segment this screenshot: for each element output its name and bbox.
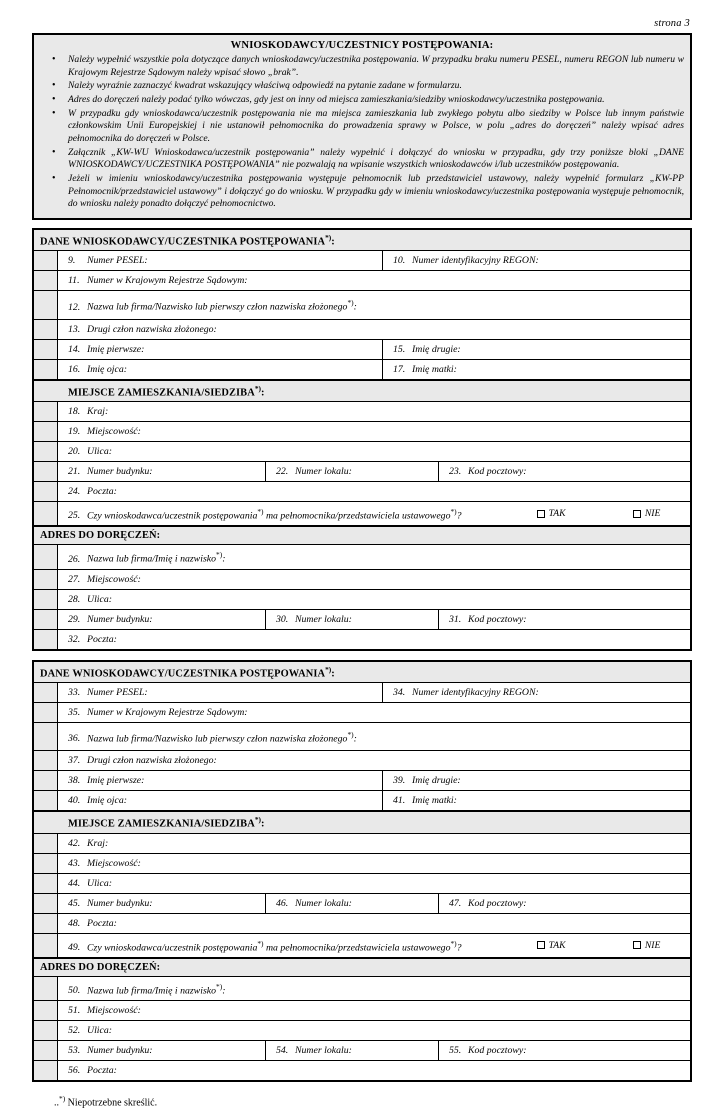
checkbox-25-yes[interactable]: [537, 506, 566, 521]
checkbox-square-icon[interactable]: [633, 510, 641, 518]
field-number: 46.: [276, 897, 289, 909]
field-number: 14.: [68, 343, 81, 355]
field-number: 23.: [449, 466, 462, 478]
field-label: Miejscowość:: [87, 1005, 141, 1017]
field-label: Nazwa lub firma/Nazwisko lub pierwszy człon nazwiska złożonego: [87, 301, 348, 313]
row-gutter: [34, 545, 58, 568]
field-50-delivery-name[interactable]: 50. Nazwa lub firma/Imię i nazwisko*):: [68, 982, 226, 997]
field-number: 20.: [68, 446, 81, 458]
field-52-delivery-street[interactable]: [58, 1021, 690, 1040]
field-label: Numer PESEL:: [87, 687, 148, 699]
form-row-country-1: [34, 402, 690, 422]
field-number: 21.: [68, 466, 81, 478]
field-number: 27.: [68, 573, 81, 585]
field-25-question-text: [68, 504, 511, 523]
field-number: 26.: [68, 553, 81, 565]
field-23-postal-code[interactable]: [438, 462, 690, 481]
field-number: 18.: [68, 406, 81, 418]
row-gutter: [34, 340, 58, 359]
checkbox-49-yes[interactable]: [537, 938, 566, 953]
field-36-name[interactable]: 36. Nazwa lub firma/Nazwisko lub pierwszy człon nazwiska złożonego*):: [58, 723, 690, 750]
field-12-name[interactable]: 12. Nazwa lub firma/Nazwisko lub pierwszy człon nazwiska złożonego*):: [58, 291, 690, 318]
asterisk-mark: *): [347, 730, 354, 740]
field-label: Numer lokalu:: [295, 466, 352, 478]
field-label: Imię matki:: [412, 363, 457, 375]
field-35-krs[interactable]: [58, 703, 690, 722]
instruction-item: • Jeżeli w imieniu wnioskodawcy/uczestnika postępowania występuje pełnomocnik lub przedstawiciel ustawowy, należy wypełnić formularz „KW-PP Pełnomocnik/przedstawiciel ustawowy” i dołączyć go do wniosku. W przypadku gdy w imieniu wnioskodawcy/uczestnika postępowania występuje pełnomocnik, do wniosku należy ponadto dołączyć pełnomocnictwo.: [40, 173, 684, 211]
section-heading-residence-2: MIEJSCE ZAMIESZKANIA/SIEDZIBA*):: [34, 811, 690, 833]
applicant-data-block-2: [32, 660, 692, 1083]
field-label: Kraj:: [87, 406, 109, 418]
row-gutter: [34, 751, 58, 770]
field-label: Imię drugie:: [412, 343, 461, 355]
row-gutter: [34, 723, 58, 750]
field-number: 17.: [393, 363, 406, 375]
field-26-delivery-name[interactable]: 26. Nazwa lub firma/Imię i nazwisko*):: [68, 550, 226, 565]
form-row-post-office-1: [34, 482, 690, 502]
checkbox-square-icon[interactable]: [537, 510, 545, 518]
row-gutter: [34, 271, 58, 290]
form-row-delivery-numbers-1: [34, 610, 690, 630]
row-gutter: [34, 360, 58, 379]
instructions-box: [32, 33, 692, 220]
field-number: 43.: [68, 857, 81, 869]
field-label: Drugi człon nazwiska złożonego:: [87, 755, 217, 767]
row-gutter: [34, 874, 58, 893]
field-number: 19.: [68, 426, 81, 438]
page-number-label: strona 3: [654, 18, 690, 29]
form-row-delivery-name-1: [34, 545, 690, 569]
field-label: Ulica:: [87, 1025, 113, 1037]
row-gutter: [34, 703, 58, 722]
field-label-end: ?: [456, 942, 462, 954]
field-label: Poczta:: [87, 633, 117, 645]
asterisk-mark: *): [450, 938, 457, 948]
checkbox-label: NIE: [644, 939, 661, 951]
instruction-item: • Należy wyraźnie zaznaczyć kwadrat wskazujący właściwą odpowiedź na pytanie zadane w formularzu.: [40, 80, 684, 93]
form-row-post-office-2: [34, 914, 690, 934]
field-label: Miejscowość:: [87, 857, 141, 869]
form-row-delivery-numbers-2: [34, 1041, 690, 1061]
form-row-delivery-name-2: [34, 977, 690, 1001]
row-gutter: [34, 1041, 58, 1060]
asterisk-mark: *): [325, 232, 332, 242]
field-number: 29.: [68, 613, 81, 625]
field-37-second-surname[interactable]: [58, 751, 690, 770]
field-number: 54.: [276, 1045, 289, 1057]
footnote-asterisk-mark: *): [59, 1094, 66, 1104]
field-20-street[interactable]: [58, 442, 690, 461]
field-label: Numer w Krajowym Rejestrze Sądowym:: [87, 275, 248, 287]
field-34-regon[interactable]: [382, 683, 690, 702]
form-row-pesel-regon-1: [34, 251, 690, 271]
asterisk-mark: *): [450, 507, 457, 517]
form-row-address-numbers-2: [34, 894, 690, 914]
field-33-pesel[interactable]: [58, 683, 382, 702]
row-gutter: [34, 402, 58, 421]
applicant-data-block-1: [32, 228, 692, 651]
field-label: Numer PESEL:: [87, 255, 148, 267]
section-heading-applicant-data-2: DANE WNIOSKODAWCY/UCZESTNIKA POSTĘPOWANIA*):: [34, 662, 690, 683]
form-row-name-2: [34, 723, 690, 751]
form-row-city-1: [34, 422, 690, 442]
field-label: Nazwa lub firma/Nazwisko lub pierwszy człon nazwiska złożonego: [87, 733, 348, 745]
section-heading-text: DANE WNIOSKODAWCY/UCZESTNIKA POSTĘPOWANIA: [40, 236, 326, 248]
field-number: 40.: [68, 795, 81, 807]
field-label: Nazwa lub firma/Imię i nazwisko: [87, 553, 217, 565]
checkbox-label: NIE: [644, 508, 661, 520]
field-label: Poczta:: [87, 917, 117, 929]
field-number: 53.: [68, 1045, 81, 1057]
field-48-post-office[interactable]: [58, 914, 690, 933]
section-heading-residence-1: MIEJSCE ZAMIESZKANIA/SIEDZIBA*):: [34, 380, 690, 402]
field-number: 10.: [393, 255, 406, 267]
field-label: Numer budynku:: [87, 897, 153, 909]
field-number: 36.: [68, 733, 81, 745]
row-gutter: [34, 590, 58, 609]
field-label: Drugi człon nazwiska złożonego:: [87, 323, 217, 335]
field-label: Numer lokalu:: [295, 1045, 352, 1057]
row-gutter: [34, 914, 58, 933]
field-label: Ulica:: [87, 446, 113, 458]
field-label: Poczta:: [87, 486, 117, 498]
field-number: 44.: [68, 877, 81, 889]
field-label: Numer lokalu:: [295, 897, 352, 909]
field-49-question-text: [68, 936, 511, 955]
field-number: 39.: [393, 775, 406, 787]
section-heading-applicant-data-1: DANE WNIOSKODAWCY/UCZESTNIKA POSTĘPOWANIA*):: [34, 230, 690, 251]
field-label-cont: ma pełnomocnika/przedstawiciela ustawowego: [265, 942, 451, 954]
row-gutter: [34, 977, 58, 1000]
field-number: 24.: [68, 486, 81, 498]
field-22-flat-number[interactable]: [265, 462, 438, 481]
field-number: 45.: [68, 897, 81, 909]
field-number: 37.: [68, 755, 81, 767]
instruction-item: • W przypadku gdy wnioskodawca/uczestnik postępowania nie ma miejsca zamieszkania lub zwykłego pobytu albo siedziby w Polsce lub innym państwie członkowskim Unii Europejskiej i nie ustanowił pełnomocnika do prowadzenia sprawy w Polsce, w polu „adres do doręczeń” należy wpisać adres pełnomocnika do doręczeń w Polsce.: [40, 108, 684, 146]
field-number: 15.: [393, 343, 406, 355]
field-label: Kraj:: [87, 837, 109, 849]
footnote-text: Niepotrzebne skreślić.: [67, 1097, 158, 1109]
field-number: 32.: [68, 633, 81, 645]
field-label: Numer budynku:: [87, 1045, 153, 1057]
row-gutter: [34, 610, 58, 629]
field-number: 50.: [68, 985, 81, 997]
form-row-address-numbers-1: [34, 462, 690, 482]
row-gutter: [34, 683, 58, 702]
field-label-end: ?: [456, 510, 462, 522]
form-row-parents-2: [34, 791, 690, 811]
field-number: 55.: [449, 1045, 462, 1057]
form-row-surname2-2: [34, 751, 690, 771]
field-label: Miejscowość:: [87, 573, 141, 585]
form-row-proxy-question-2: [34, 934, 690, 958]
section-heading-delivery-1: ADRES DO DORĘCZEŃ:: [34, 526, 690, 545]
field-45-building-number[interactable]: [58, 894, 265, 913]
field-number: 49.: [68, 942, 81, 954]
row-gutter: [34, 834, 58, 853]
field-31-delivery-postal-code[interactable]: [438, 610, 690, 629]
row-gutter: [34, 771, 58, 790]
field-label: Imię ojca:: [87, 363, 127, 375]
field-number: 12.: [68, 301, 81, 313]
field-label: Miejscowość:: [87, 426, 141, 438]
field-number: 22.: [276, 466, 289, 478]
form-row-firstnames-1: [34, 340, 690, 360]
field-label: Numer identyfikacyjny REGON:: [412, 687, 539, 699]
field-24-post-office[interactable]: [58, 482, 690, 501]
field-label: Kod pocztowy:: [468, 897, 527, 909]
field-19-city[interactable]: [58, 422, 690, 441]
field-number: 51.: [68, 1005, 81, 1017]
field-27-delivery-city[interactable]: [58, 570, 690, 589]
field-number: 34.: [393, 687, 406, 699]
instructions-title: WNIOSKODAWCY/UCZESTNICY POSTĘPOWANIA:: [230, 40, 494, 51]
field-13-second-surname[interactable]: [58, 320, 690, 339]
form-row-delivery-city-2: [34, 1001, 690, 1021]
field-number: 52.: [68, 1025, 81, 1037]
section-heading-text: MIEJSCE ZAMIESZKANIA/SIEDZIBA: [68, 387, 255, 399]
field-label: Poczta:: [87, 1065, 117, 1077]
row-gutter: [34, 320, 58, 339]
field-42-country[interactable]: [58, 834, 690, 853]
field-11-krs[interactable]: [58, 271, 690, 290]
form-row-krs-1: [34, 271, 690, 291]
field-41-mother-name[interactable]: [382, 791, 690, 810]
field-label: Nazwa lub firma/Imię i nazwisko: [87, 985, 217, 997]
field-label: Numer identyfikacyjny REGON:: [412, 255, 539, 267]
field-number: 30.: [276, 613, 289, 625]
field-28-delivery-street[interactable]: [58, 590, 690, 609]
field-55-delivery-postal-code[interactable]: [438, 1041, 690, 1060]
field-number: 38.: [68, 775, 81, 787]
field-14-first-name[interactable]: [58, 340, 382, 359]
checkbox-49-no[interactable]: [633, 938, 660, 953]
section-heading-text: MIEJSCE ZAMIESZKANIA/SIEDZIBA: [68, 818, 255, 830]
footnote: [32, 1094, 692, 1108]
field-number: 41.: [393, 795, 406, 807]
field-49-proxy-question[interactable]: [58, 934, 690, 957]
field-number: 33.: [68, 687, 81, 699]
field-number: 13.: [68, 323, 81, 335]
field-25-proxy-question[interactable]: [58, 502, 690, 525]
field-54-delivery-flat[interactable]: [265, 1041, 438, 1060]
form-row-surname2-1: [34, 320, 690, 340]
row-gutter: [34, 482, 58, 501]
instructions-list: [40, 54, 684, 211]
field-51-delivery-city[interactable]: [58, 1001, 690, 1020]
field-number: 35.: [68, 707, 81, 719]
field-39-second-name[interactable]: [382, 771, 690, 790]
field-15-second-name[interactable]: [382, 340, 690, 359]
field-46-flat-number[interactable]: [265, 894, 438, 913]
form-row-proxy-question-1: [34, 502, 690, 526]
asterisk-mark: *): [257, 507, 264, 517]
checkbox-square-icon[interactable]: [633, 941, 641, 949]
asterisk-mark: *): [325, 664, 332, 674]
field-label: Numer lokalu:: [295, 613, 352, 625]
field-18-country[interactable]: [58, 402, 690, 421]
field-label: Czy wnioskodawca/uczestnik postępowania: [87, 942, 258, 954]
row-gutter: [34, 791, 58, 810]
field-number: 9.: [68, 255, 76, 267]
field-number: 31.: [449, 613, 462, 625]
field-25-answer-group: [511, 506, 686, 521]
form-row-krs-2: [34, 703, 690, 723]
field-label-cont: ma pełnomocnika/przedstawiciela ustawowego: [265, 510, 451, 522]
instruction-item: • Załącznik „KW-WU Wnioskodawca/uczestnik postępowania” należy wypełnić i dołączyć do wniosku w przypadku, gdy trzy poniższe bloki „DANE WNIOSKODAWCY/UCZESTNIKA POSTĘPOWANIA” nie pozwalają na wpisanie wszystkich wnioskodawców i/lub uczestników postępowania.: [40, 147, 684, 172]
footnote-prefix: ..: [54, 1097, 59, 1109]
form-row-city-2: [34, 854, 690, 874]
field-number: 47.: [449, 897, 462, 909]
row-gutter: [34, 630, 58, 649]
checkbox-25-no[interactable]: [633, 506, 660, 521]
row-gutter: [34, 854, 58, 873]
row-gutter: [34, 442, 58, 461]
field-label: Numer w Krajowym Rejestrze Sądowym:: [87, 707, 248, 719]
field-label: Kod pocztowy:: [468, 466, 527, 478]
field-number: 11.: [68, 275, 80, 287]
checkbox-label: TAK: [548, 508, 566, 520]
field-29-delivery-building[interactable]: [58, 610, 265, 629]
row-gutter: [34, 570, 58, 589]
row-gutter: [34, 422, 58, 441]
field-label: Czy wnioskodawca/uczestnik postępowania: [87, 510, 258, 522]
field-number: 16.: [68, 363, 81, 375]
field-38-first-name[interactable]: [58, 771, 382, 790]
field-10-regon[interactable]: [382, 251, 690, 270]
form-row-country-2: [34, 834, 690, 854]
field-label: Imię pierwsze:: [87, 343, 145, 355]
row-gutter: [34, 291, 58, 318]
field-label: Ulica:: [87, 877, 113, 889]
form-row-firstnames-2: [34, 771, 690, 791]
field-49-answer-group: [511, 938, 686, 953]
field-47-postal-code[interactable]: [438, 894, 690, 913]
row-gutter: [34, 934, 58, 957]
field-32-delivery-post-office[interactable]: [58, 630, 690, 649]
row-gutter: [34, 502, 58, 525]
row-gutter: [34, 462, 58, 481]
form-row-street-1: [34, 442, 690, 462]
field-21-building-number[interactable]: [58, 462, 265, 481]
field-40-father-name[interactable]: [58, 791, 382, 810]
row-gutter: [34, 894, 58, 913]
form-row-delivery-city-1: [34, 570, 690, 590]
asterisk-mark: *): [216, 550, 223, 560]
row-gutter: [34, 1021, 58, 1040]
field-label: Imię drugie:: [412, 775, 461, 787]
instruction-item: • Adres do doręczeń należy podać tylko wówczas, gdy jest on inny od miejsca zamieszkania/siedziby wnioskodawcy/uczestnika postępowania.: [40, 94, 684, 107]
asterisk-mark: *): [254, 383, 261, 393]
field-label: Imię pierwsze:: [87, 775, 145, 787]
field-label: Numer budynku:: [87, 613, 153, 625]
field-17-mother-name[interactable]: [382, 360, 690, 379]
form-row-delivery-post-2: [34, 1061, 690, 1080]
asterisk-mark: *): [347, 298, 354, 308]
field-label: Kod pocztowy:: [468, 1045, 527, 1057]
form-row-delivery-street-1: [34, 590, 690, 610]
form-row-parents-1: [34, 360, 690, 380]
checkbox-square-icon[interactable]: [537, 941, 545, 949]
asterisk-mark: *): [257, 938, 264, 948]
form-row-pesel-regon-2: [34, 683, 690, 703]
field-43-city[interactable]: [58, 854, 690, 873]
field-53-delivery-building[interactable]: [58, 1041, 265, 1060]
asterisk-mark: *): [216, 982, 223, 992]
field-56-delivery-post-office[interactable]: [58, 1061, 690, 1080]
form-row-name-1: [34, 291, 690, 319]
field-number: 28.: [68, 593, 81, 605]
instruction-item: • Należy wypełnić wszystkie pola dotyczące danych wnioskodawcy/uczestnika postępowania. W przypadku braku numeru PESEL, numeru REGON lub numeru w Krajowym Rejestrze Sądowym należy wpisać słowo „brak”.: [40, 54, 684, 79]
field-label: Kod pocztowy:: [468, 613, 527, 625]
field-label: Ulica:: [87, 593, 113, 605]
field-label: Imię matki:: [412, 795, 457, 807]
field-number: 42.: [68, 837, 81, 849]
field-9-pesel[interactable]: [58, 251, 382, 270]
form-row-delivery-street-2: [34, 1021, 690, 1041]
field-number: 48.: [68, 917, 81, 929]
section-heading-delivery-2: ADRES DO DORĘCZEŃ:: [34, 958, 690, 977]
field-label: Numer budynku:: [87, 466, 153, 478]
section-heading-text: DANE WNIOSKODAWCY/UCZESTNIKA POSTĘPOWANIA: [40, 668, 326, 680]
field-30-delivery-flat[interactable]: [265, 610, 438, 629]
row-gutter: [34, 251, 58, 270]
asterisk-mark: *): [254, 815, 261, 825]
form-row-delivery-post-1: [34, 630, 690, 649]
field-16-father-name[interactable]: [58, 360, 382, 379]
field-number: 25.: [68, 510, 81, 522]
form-row-street-2: [34, 874, 690, 894]
field-44-street[interactable]: [58, 874, 690, 893]
field-number: 56.: [68, 1065, 81, 1077]
field-label: Imię ojca:: [87, 795, 127, 807]
row-gutter: [34, 1001, 58, 1020]
row-gutter: [34, 1061, 58, 1080]
checkbox-label: TAK: [548, 939, 566, 951]
